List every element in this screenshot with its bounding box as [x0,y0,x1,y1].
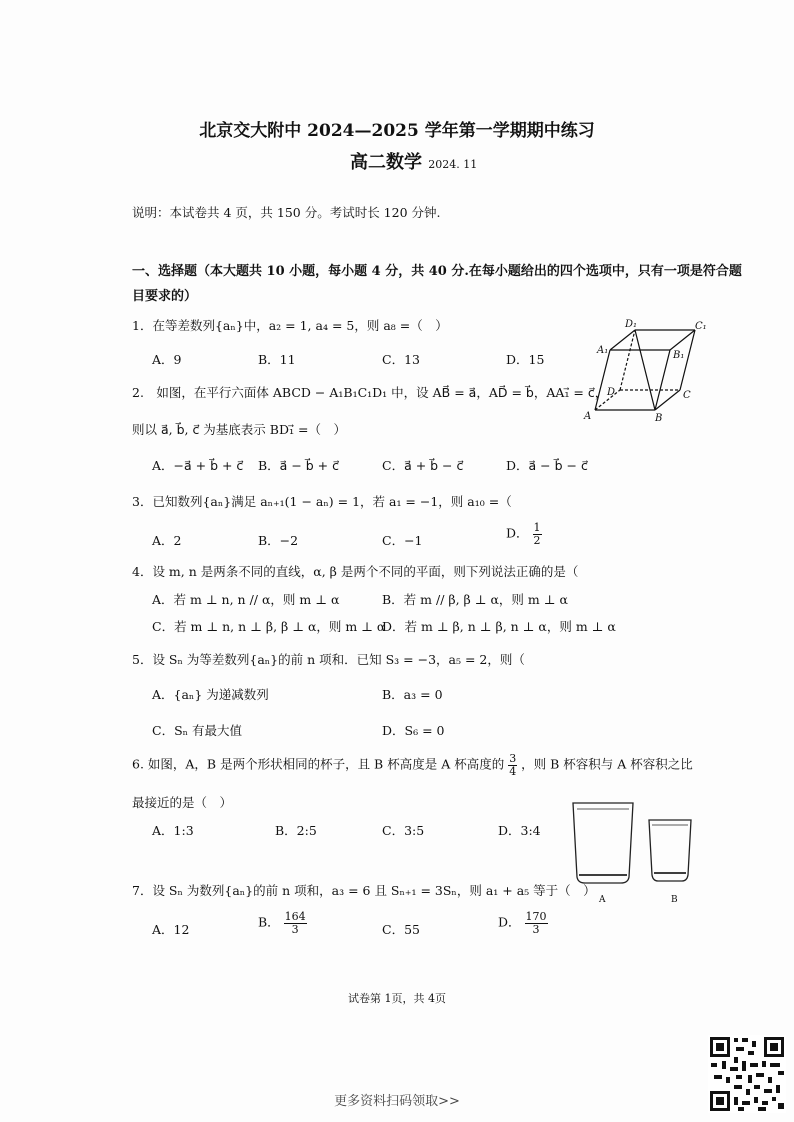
q3-option-d [506,522,542,546]
q4-option-b: B．若 m // β, β ⊥ α，则 m ⊥ α [382,592,568,607]
exam-subject [350,148,477,174]
exam-title: 北京交大附中 2024—2025 学年第一学期期中练习 [199,121,595,141]
bottom-promo-text[interactable]: 更多资料扫码领取>> [334,1094,460,1109]
q2-option-b: B．a⃗ − b⃗ + c⃗ [258,458,339,473]
fraction-numerator: 164 [284,910,306,923]
q7-option-c: C．55 [382,922,420,937]
fraction-numerator: 3 [509,752,517,765]
q6-option-c: C．3:5 [382,823,425,838]
label-d: D [607,387,616,398]
section-title-line2: 目要求的） [132,289,198,304]
q1-option-c: C．13 [382,352,420,367]
cup-a-label: A [599,895,606,905]
fraction-numerator: 170 [525,910,547,923]
page-footer: 试卷第 1页，共 4页 [348,992,446,1005]
q7-option-d-label: D． [498,914,521,930]
q3-option-c: C．−1 [382,533,423,548]
q5-stem: 5．设 Sₙ 为等差数列{aₙ}的前 n 项和．已知 S₃ = −3，a₅ = 2，则（ [132,652,525,667]
q7-option-b-fraction [284,911,307,935]
q4-option-d: D．若 m ⊥ β, n ⊥ β, n ⊥ α，则 m ⊥ α [382,619,616,634]
cup-a-outline [573,803,633,883]
q5-option-a: A．{aₙ} 为递减数列 [152,687,269,702]
label-b: B [655,413,663,424]
q3-option-d-fraction [533,522,542,546]
q2-stem-line2: 则以 a⃗, b⃗, c⃗ 为基底表示 BD₁⃗ =（ ） [132,422,346,437]
q7-option-a: A．12 [152,922,190,937]
fraction-denominator: 3 [532,922,540,936]
q2-option-a: A．−a⃗ + b⃗ + c⃗ [152,458,244,473]
q7-option-b-label: B． [258,914,280,930]
q1-option-b: B．11 [258,352,296,367]
cup-b-label: B [671,895,678,905]
q4-option-c: C．若 m ⊥ n, n ⊥ β, β ⊥ α，则 m ⊥ α [152,619,386,634]
label-a1: A₁ [597,345,609,356]
cup-b-outline [649,820,691,881]
fraction-denominator: 4 [509,764,517,778]
q7-stem: 7．设 Sₙ 为数列{aₙ}的前 n 项和，a₃ = 6 且 Sₙ₊₁ = 3Sₙ，则 a₁ + a₅ 等于（ ） [132,883,596,898]
q3-option-d-label: D． [506,525,529,541]
q7-option-b [258,911,307,935]
q3-stem: 3．已知数列{aₙ}满足 aₙ₊₁(1 − aₙ) = 1，若 a₁ = −1，则 a₁₀ =（ [132,494,512,509]
q1-option-d: D．15 [506,352,545,367]
label-c1: C₁ [695,321,707,332]
q2-option-d: D．a⃗ − b⃗ − c⃗ [506,458,588,473]
q6-stem-pre: 6. 如图，A，B 是两个形状相同的杯子，且 B 杯高度是 A 杯高度的 [132,756,505,772]
section-title-line1: 一、选择题（本大题共 10 小题，每小题 4 分，共 40 分.在每小题给出的四个选项中，只有一项是符合题 [132,264,742,279]
exam-note: 说明：本试卷共 4 页，共 150 分。考试时长 120 分钟. [132,205,441,220]
q6-option-a: A．1:3 [152,823,194,838]
q2-option-c: C．a⃗ + b⃗ − c⃗ [382,458,464,473]
q4-option-a: A．若 m ⊥ n, n // α，则 m ⊥ α [152,592,340,607]
q6-option-b: B．2:5 [275,823,317,838]
fraction-numerator: 1 [533,521,541,534]
q5-option-d: D．S₆ = 0 [382,723,445,738]
q1-option-a: A．9 [152,352,182,367]
parallelepiped-figure [575,315,710,425]
q4-stem: 4．设 m, n 是两条不同的直线，α, β 是两个不同的平面，则下列说法正确的是（ [132,564,579,579]
q5-option-b: B．a₃ = 0 [382,687,443,702]
fraction-denominator: 2 [533,533,541,547]
subject-name: 高二数学 [350,152,422,173]
label-c: C [683,390,691,401]
label-b1: B₁ [673,350,685,361]
q3-option-b: B．−2 [258,533,299,548]
q7-option-d [498,911,548,935]
edge-aa1 [595,350,610,410]
diagonal-bd1 [635,330,655,410]
edge-a1d1 [610,330,635,350]
q7-option-d-fraction [525,911,548,935]
edge-dd1 [620,330,635,390]
q5-option-c: C．Sₙ 有最大值 [152,723,243,738]
q3-option-a: A．2 [152,533,182,548]
fraction-denominator: 3 [291,922,299,936]
q6-fraction [508,753,517,777]
q6-stem-post: ，则 B 杯容积与 A 杯容积之比 [521,756,693,772]
q6-option-d: D．3:4 [498,823,541,838]
label-a: A [584,411,592,422]
label-d1: D₁ [625,319,638,330]
edge-bb1 [655,350,670,410]
q1-stem: 1．在等差数列{aₙ}中，a₂ = 1, a₄ = 5，则 a₈ =（ ） [132,318,448,333]
q2-stem-line1: 2. 如图，在平行六面体 ABCD − A₁B₁C₁D₁ 中，设 AB⃗ = a⃗，AD⃗ = b⃗，AA₁⃗ = c⃗， [132,385,608,400]
q6-stem-line2: 最接近的是（ ） [132,795,233,810]
exam-date: 2024. 11 [428,158,478,171]
q6-stem-line1 [132,753,693,777]
